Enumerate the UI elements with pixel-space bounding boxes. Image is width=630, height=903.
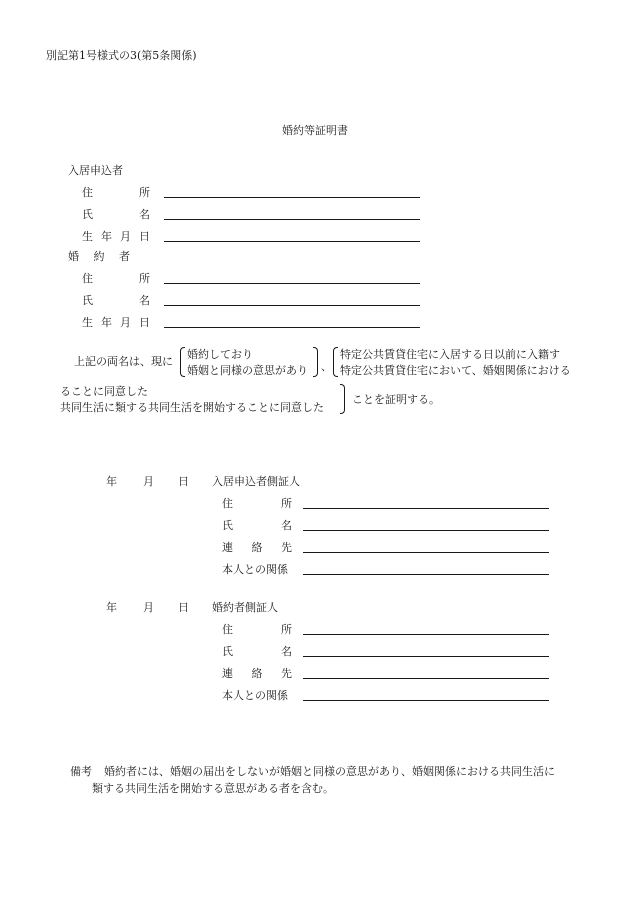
witness1-heading: 入居申込者側証人 <box>212 475 300 488</box>
fiance-birthdate-label: 生 年 月 日 <box>82 316 150 329</box>
option-engaged: 婚約しており <box>187 348 253 361</box>
applicant-birthdate-label: 生 年 月 日 <box>82 230 150 243</box>
right-brace-2 <box>340 384 345 414</box>
witness1-month: 月 <box>143 475 154 488</box>
witness1-day: 日 <box>178 475 189 488</box>
fiance-address-label: 住 所 <box>82 272 150 285</box>
applicant-birthdate-field[interactable] <box>164 241 420 242</box>
witness1-name-field[interactable] <box>303 530 549 531</box>
witness1-contact-label: 連 絡 先 <box>222 541 292 554</box>
page-title: 婚約等証明書 <box>282 124 348 137</box>
remarks-label: 備考 <box>70 765 92 778</box>
witness1-address-label: 住 所 <box>222 497 292 510</box>
option-cohabit-line2: 共同生活に類する共同生活を開始することに同意した <box>60 401 324 414</box>
witness2-relation-label: 本人との関係 <box>222 689 288 702</box>
witness1-name-label: 氏 名 <box>222 519 292 532</box>
option-marriage-intent: 婚姻と同様の意思があり <box>187 364 308 377</box>
applicant-heading: 入居申込者 <box>68 164 123 177</box>
witness1-relation-field[interactable] <box>303 574 549 575</box>
fiance-heading: 婚 約 者 <box>68 250 130 263</box>
witness1-relation-label: 本人との関係 <box>222 563 288 576</box>
fiance-name-field[interactable] <box>164 305 420 306</box>
applicant-name-field[interactable] <box>164 219 420 220</box>
applicant-address-field[interactable] <box>164 197 420 198</box>
left-brace-1 <box>180 347 185 377</box>
fiance-address-field[interactable] <box>164 283 420 284</box>
witness2-name-label: 氏 名 <box>222 645 292 658</box>
option-register-line1: 特定公共賃貸住宅に入居する日以前に入籍す <box>340 348 560 361</box>
witness1-year: 年 <box>106 475 117 488</box>
statement-comma: 、 <box>321 360 332 373</box>
witness2-heading: 婚約者側証人 <box>212 601 278 614</box>
fiance-name-label: 氏 名 <box>82 294 150 307</box>
witness2-contact-field[interactable] <box>303 678 549 679</box>
witness2-relation-field[interactable] <box>303 700 549 701</box>
remarks-line2: 類する共同生活を開始する意思がある者を含む。 <box>92 782 334 795</box>
statement-suffix: ことを証明する。 <box>352 393 440 406</box>
witness2-address-label: 住 所 <box>222 623 292 636</box>
witness1-address-field[interactable] <box>303 508 549 509</box>
witness2-contact-label: 連 絡 先 <box>222 667 292 680</box>
witness2-name-field[interactable] <box>303 656 549 657</box>
witness2-day: 日 <box>178 601 189 614</box>
form-reference: 別記第1号様式の3(第5条関係) <box>46 49 197 62</box>
remarks-line1: 婚約者には、婚姻の届出をしないが婚姻と同様の意思があり、婚姻関係における共同生活に <box>104 765 555 778</box>
left-brace-2 <box>333 347 338 377</box>
right-brace-1 <box>313 347 318 377</box>
option-cohabit-line1: 特定公共賃貸住宅において、婚姻関係における <box>340 364 571 377</box>
witness2-month: 月 <box>143 601 154 614</box>
witness1-contact-field[interactable] <box>303 552 549 553</box>
witness2-year: 年 <box>106 601 117 614</box>
witness2-address-field[interactable] <box>303 634 549 635</box>
applicant-name-label: 氏 名 <box>82 208 150 221</box>
applicant-address-label: 住 所 <box>82 186 150 199</box>
option-register-line2: ることに同意した <box>60 385 148 398</box>
fiance-birthdate-field[interactable] <box>164 327 420 328</box>
statement-prefix: 上記の両名は、現に <box>74 355 173 368</box>
